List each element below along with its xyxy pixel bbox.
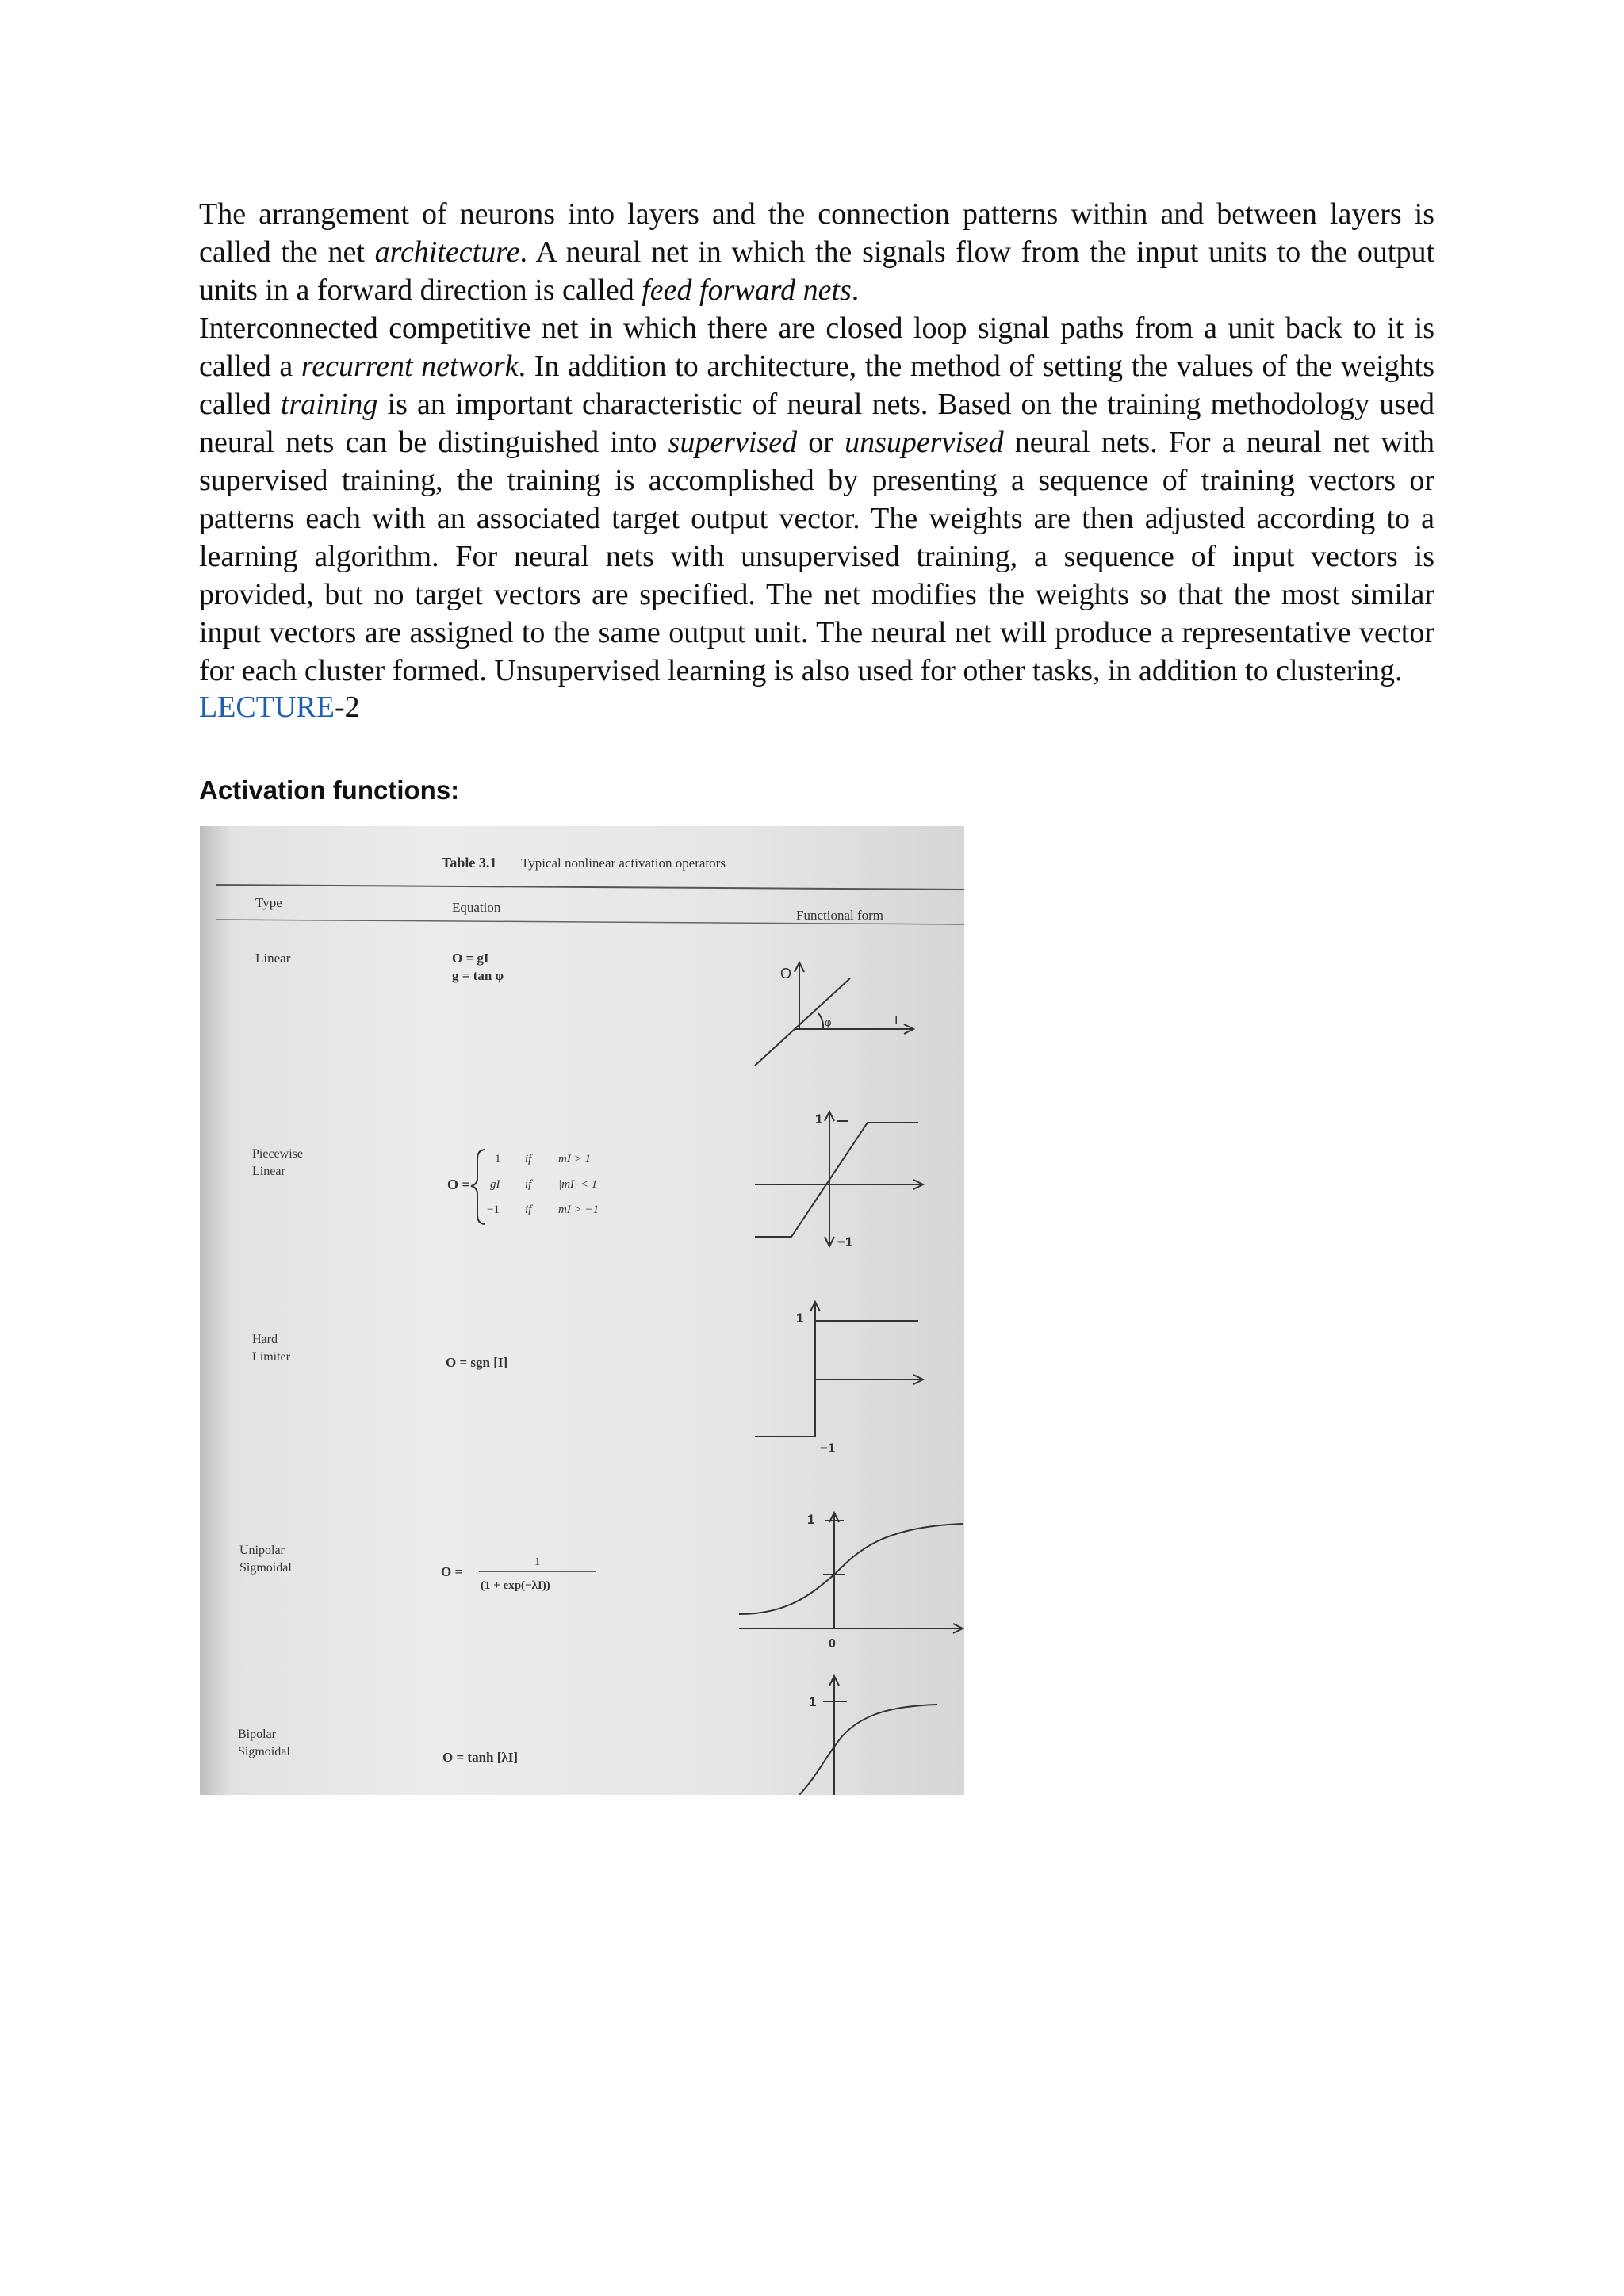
- piecewise-bottom-label: −1: [837, 1234, 853, 1249]
- piecewise-c1-cond: mI > 1: [558, 1153, 591, 1165]
- lecture-label: LECTURE-2: [199, 691, 360, 724]
- table-caption-number: Table 3.1: [442, 855, 497, 871]
- type-piecewise-1: Piecewise: [252, 1147, 303, 1161]
- unipolar-top-label: 1: [807, 1512, 815, 1527]
- piecewise-c1-value: 1: [495, 1153, 501, 1165]
- header-equation: Equation: [452, 900, 501, 915]
- graph-linear: [755, 962, 914, 1066]
- graph-piecewise: [755, 1112, 923, 1246]
- eq-linear-1: O = gI: [452, 951, 489, 966]
- activation-table-scan: [200, 826, 964, 1795]
- type-unipolar-1: Unipolar: [239, 1544, 285, 1557]
- body-text: [199, 195, 1434, 690]
- type-piecewise-2: Linear: [252, 1165, 285, 1178]
- table-caption-text: Typical nonlinear activation operators: [521, 855, 726, 871]
- header-functional-form: Functional form: [796, 908, 884, 923]
- type-hard-2: Limiter: [252, 1350, 290, 1364]
- linear-o-label: O: [780, 966, 792, 982]
- unipolar-zero-label: 0: [829, 1637, 836, 1651]
- table-figure: [200, 826, 964, 1795]
- piecewise-top-label: 1: [815, 1112, 823, 1127]
- graph-hard-limiter: [755, 1302, 923, 1437]
- paragraph-2: Interconnected competitive net in which there are closed loop signal paths from a unit back to it is called a recurrent network. In addition to architecture, the method of setting the values of the weights called training is an important characteristic of neural nets. Based on the training methodology used neural nets can be distinguished into supervised or unsupervised neural nets. For a neural net with supervised training, the training is accomplished by presenting a sequence of training vectors or patterns each with an associated target output vector. The weights are then adjusted according to a learning algorithm. For neural nets with unsupervised training, a sequence of input vectors is provided, but no target vectors are specified. The net modifies the weights so that the most similar input vectors are assigned to the same output unit. The neural net will produce a representative vector for each cluster formed. Unsupervised learning is also used for other tasks, in addition to clustering.: [199, 312, 1435, 687]
- eq-unipolar-den: (1 + exp(−λI)): [481, 1579, 550, 1592]
- type-linear: Linear: [255, 951, 291, 966]
- linear-i-label: I: [894, 1014, 898, 1027]
- eq-linear-2: g = tan φ: [452, 968, 504, 983]
- type-hard-1: Hard: [252, 1333, 278, 1346]
- piecewise-c2-value: gI: [490, 1178, 500, 1191]
- paragraph-1: The arrangement of neurons into layers and the connection patterns within and between layers is called the net architecture. A neural net in which the signals flow from the input units to the output units in a forward direction is called feed forward nets.: [199, 197, 1434, 307]
- bipolar-top-label: 1: [809, 1694, 817, 1709]
- piecewise-c3-value: −1: [487, 1203, 500, 1216]
- piecewise-c2-if: if: [525, 1178, 532, 1191]
- header-rule-top: [216, 885, 964, 890]
- piecewise-brace: [471, 1150, 485, 1224]
- type-unipolar-2: Sigmoidal: [239, 1561, 292, 1575]
- header-type: Type: [255, 895, 282, 910]
- graph-unipolar-sigmoid: [739, 1513, 963, 1633]
- eq-hard: O = sgn [I]: [446, 1355, 508, 1370]
- graph-bipolar-sigmoid: [799, 1676, 937, 1795]
- type-bipolar-2: Sigmoidal: [238, 1745, 290, 1758]
- eq-unipolar-num: 1: [534, 1556, 541, 1568]
- linear-phi-label: φ: [825, 1016, 832, 1028]
- eq-unipolar-lhs: O =: [441, 1564, 463, 1579]
- piecewise-c2-cond: |mI| < 1: [558, 1178, 598, 1191]
- eq-piecewise-lhs: O =: [447, 1177, 470, 1192]
- piecewise-c3-cond: mI > −1: [558, 1203, 599, 1216]
- section-heading: Activation functions:: [199, 775, 460, 805]
- hard-bottom-label: −1: [820, 1441, 836, 1456]
- hard-top-label: 1: [796, 1311, 804, 1326]
- eq-bipolar: O = tanh [λI]: [442, 1750, 519, 1765]
- type-bipolar-1: Bipolar: [238, 1728, 276, 1741]
- piecewise-c3-if: if: [525, 1203, 532, 1216]
- piecewise-c1-if: if: [525, 1153, 532, 1165]
